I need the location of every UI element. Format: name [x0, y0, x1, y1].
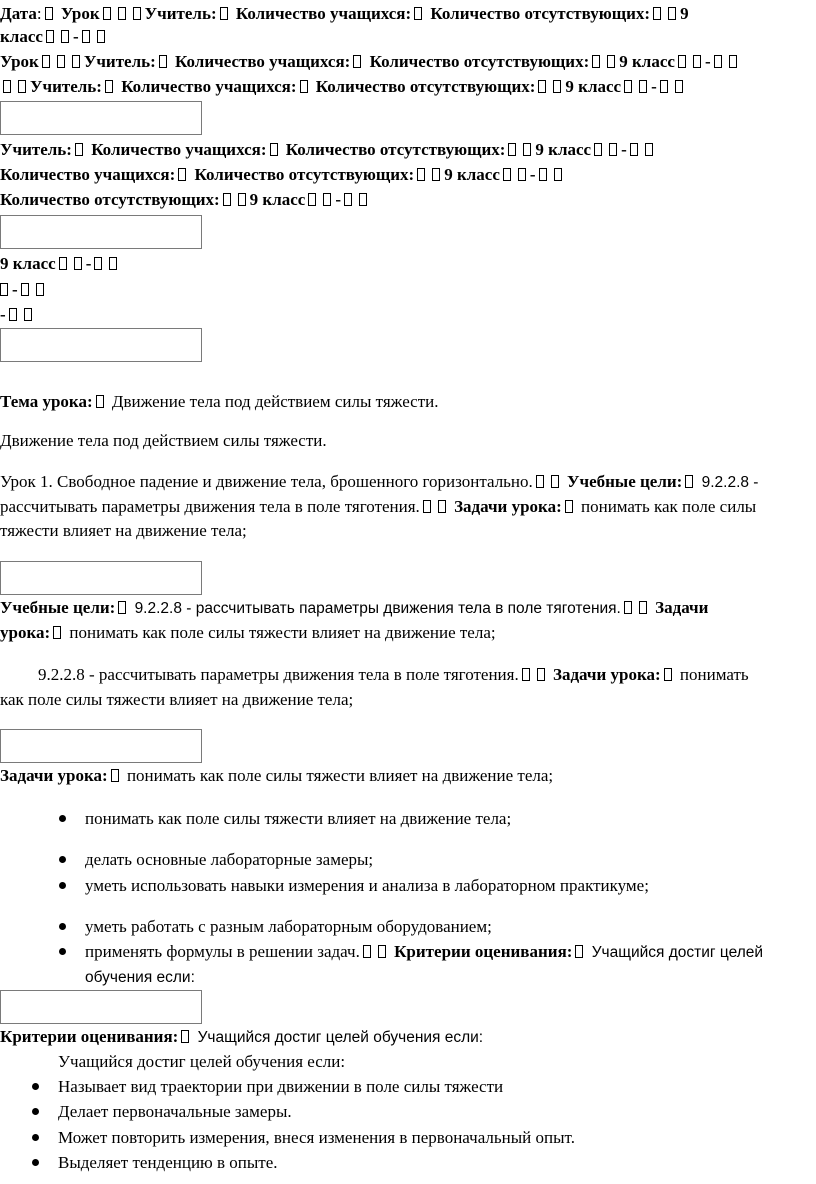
missing-glyph-icon: [522, 668, 530, 681]
absent-count-label: Количество отсутствующих:: [0, 190, 220, 209]
absent-count-label: Количество отсутствующих:: [285, 140, 506, 159]
missing-glyph-icon: [181, 1030, 189, 1043]
list-item: [85, 808, 511, 830]
bullet-icon: [59, 923, 66, 930]
bullet-icon: [32, 1159, 39, 1166]
missing-glyph-icon: [61, 30, 69, 43]
missing-glyph-icon: [624, 601, 632, 614]
list-item: [58, 1076, 503, 1098]
missing-glyph-icon: [536, 475, 544, 488]
topic-label: Тема урока:: [0, 392, 93, 411]
goals-line-1: [0, 597, 708, 620]
dash: -: [529, 165, 536, 184]
missing-glyph-icon: [378, 945, 386, 958]
teacher-label: Учитель:: [83, 52, 156, 71]
students-count-label: Количество учащихся:: [0, 165, 176, 184]
goals-line-2: [0, 622, 496, 644]
missing-glyph-icon: [45, 7, 53, 20]
missing-glyph-icon: [0, 283, 8, 296]
header-line-1: Дата: Урок Учитель: Количество учащихся: Количество отсутствующих: 9: [0, 4, 689, 23]
missing-glyph-icon: [609, 143, 617, 156]
missing-glyph-icon: [46, 30, 54, 43]
missing-glyph-icon: [554, 168, 562, 181]
criteria-item-text: Делает первоначальные замеры.: [58, 1102, 292, 1121]
list-item: [85, 941, 763, 964]
goals-label: Учебные цели:: [0, 598, 116, 617]
dash: -: [651, 77, 657, 96]
grade-label: 9 класс: [0, 254, 56, 273]
missing-glyph-icon: [551, 475, 559, 488]
missing-glyph-icon: [220, 7, 228, 20]
missing-glyph-icon: [675, 80, 683, 93]
dash: -: [85, 254, 92, 273]
missing-glyph-icon: [159, 55, 167, 68]
absent-count-label: Количество отсутствующих:: [315, 77, 536, 96]
task-item-text: понимать как поле силы тяжести влияет на движение тела;: [85, 809, 512, 828]
task-item-text: применять формулы в решении задач.: [85, 942, 360, 961]
missing-glyph-icon: [323, 193, 331, 206]
criteria-item-text: Выделяет тенденцию в опыте.: [58, 1153, 278, 1172]
dash: -: [621, 140, 627, 159]
header-line-5: [0, 139, 657, 161]
grade-label: 9 класс: [565, 77, 622, 96]
text-input-box[interactable]: [0, 215, 202, 249]
text-input-box[interactable]: [0, 101, 202, 135]
header-line-2: [0, 26, 109, 48]
grade-label: 9 класс: [444, 165, 500, 184]
criteria-intro: [58, 1051, 345, 1073]
missing-glyph-icon: [74, 257, 82, 270]
missing-glyph-icon: [714, 55, 722, 68]
missing-glyph-icon: [344, 193, 352, 206]
tasks-label-cont: урока:: [0, 623, 51, 642]
goals-label: Учебные цели:: [567, 472, 683, 491]
teacher-label: Учитель:: [144, 4, 217, 23]
task-item-text: уметь использовать навыки измерения и анализа в лабораторном практикуме;: [85, 876, 649, 895]
task-item-text: уметь работать с разным лабораторным оборудованием;: [85, 917, 492, 936]
grade-label: 9 класс: [249, 190, 306, 209]
header-line-10: [0, 304, 36, 326]
tasks-text-cont: как поле силы тяжести влияет на движение тела;: [0, 690, 354, 709]
missing-glyph-icon: [57, 55, 65, 68]
criteria-label: Критерии оценивания:: [0, 1027, 179, 1046]
missing-glyph-icon: [537, 668, 545, 681]
tasks-text: понимать: [679, 665, 749, 684]
criteria-item-text: Называет вид траектории при движении в поле силы тяжести: [58, 1077, 504, 1096]
missing-glyph-icon: [178, 168, 186, 181]
missing-glyph-icon: [103, 7, 111, 20]
text-input-box[interactable]: [0, 990, 202, 1024]
tasks-text: понимать как поле силы тяжести влияет на движение тела;: [69, 623, 496, 642]
dash: -: [72, 27, 79, 46]
missing-glyph-icon: [53, 626, 61, 639]
students-count-label: Количество учащихся:: [235, 4, 412, 23]
dash: -: [0, 305, 6, 324]
missing-glyph-icon: [42, 55, 50, 68]
missing-glyph-icon: [24, 308, 32, 321]
missing-glyph-icon: [223, 193, 231, 206]
missing-glyph-icon: [518, 168, 526, 181]
dash: -: [12, 280, 18, 299]
missing-glyph-icon: [353, 55, 361, 68]
missing-glyph-icon: [660, 80, 668, 93]
missing-glyph-icon: [118, 601, 126, 614]
bullet-icon: [32, 1083, 39, 1090]
bullet-icon: [32, 1134, 39, 1141]
missing-glyph-icon: [645, 143, 653, 156]
bullet-icon: [59, 882, 66, 889]
missing-glyph-icon: [94, 257, 102, 270]
list-item: [85, 916, 492, 938]
grade-label: 9 класс: [619, 52, 675, 71]
goal-repeat-line-1: [38, 664, 749, 686]
students-count-label: Количество учащихся:: [121, 77, 297, 96]
topic-text: Движение тела под действием силы тяжести.: [111, 392, 439, 411]
tasks-text-cont: тяжести влияет на движение тела;: [0, 521, 247, 540]
missing-glyph-icon: [72, 55, 80, 68]
teacher-label: Учитель:: [30, 77, 102, 96]
missing-glyph-icon: [639, 601, 647, 614]
missing-glyph-icon: [668, 7, 676, 20]
missing-glyph-icon: [685, 475, 693, 488]
missing-glyph-icon: [133, 7, 141, 20]
list-item: [58, 1101, 292, 1123]
missing-glyph-icon: [109, 257, 117, 270]
tasks-label: Задачи урока:: [454, 497, 562, 516]
missing-glyph-icon: [36, 283, 44, 296]
tasks-line: [0, 765, 553, 787]
missing-glyph-icon: [678, 55, 686, 68]
missing-glyph-icon: [105, 80, 113, 93]
absent-count-label: Количество отсутствующих:: [369, 52, 590, 71]
missing-glyph-icon: [630, 143, 638, 156]
lesson-line-3: [0, 520, 247, 542]
grade-label: 9 класс: [535, 140, 592, 159]
goal-code: 9.2.2.8 -: [701, 474, 759, 491]
missing-glyph-icon: [575, 945, 583, 958]
list-item: [85, 849, 373, 871]
lesson-line-2: [0, 496, 756, 518]
header-line-7: [0, 189, 371, 211]
missing-glyph-icon: [82, 30, 90, 43]
missing-glyph-icon: [75, 143, 83, 156]
tasks-text: понимать как поле силы тяжести влияет на движение тела;: [126, 766, 554, 785]
missing-glyph-icon: [18, 80, 26, 93]
criteria-label: Критерии оценивания:: [394, 942, 573, 961]
task-item-text: делать основные лабораторные замеры;: [85, 850, 374, 869]
header-line-9: [0, 279, 48, 301]
missing-glyph-icon: [565, 500, 573, 513]
missing-glyph-icon: [97, 30, 105, 43]
goal-repeat-line-2: [0, 689, 353, 711]
missing-glyph-icon: [639, 80, 647, 93]
list-item: [58, 1127, 575, 1149]
missing-glyph-icon: [96, 395, 104, 408]
missing-glyph-icon: [423, 500, 431, 513]
missing-glyph-icon: [438, 500, 446, 513]
header-line-3: [0, 51, 741, 73]
criteria-text: Учащийся достиг целей: [591, 944, 764, 961]
missing-glyph-icon: [111, 769, 119, 782]
topic-repeat: [0, 430, 327, 452]
goal-text: рассчитывать параметры движения тела в поле тяготения.: [0, 497, 420, 516]
missing-glyph-icon: [414, 7, 422, 20]
missing-glyph-icon: [432, 168, 440, 181]
topic-repeat-text: Движение тела под действием силы тяжести.: [0, 431, 327, 450]
missing-glyph-icon: [664, 668, 672, 681]
missing-glyph-icon: [270, 143, 278, 156]
list-item-cont: [85, 966, 195, 989]
missing-glyph-icon: [21, 283, 29, 296]
text-input-box[interactable]: [0, 328, 202, 362]
dash: -: [704, 52, 711, 71]
text-input-box[interactable]: [0, 729, 202, 763]
missing-glyph-icon: [359, 193, 367, 206]
bullet-icon: [32, 1108, 39, 1115]
lesson-label: Урок: [0, 52, 39, 71]
students-count-label: Количество учащихся:: [91, 140, 267, 159]
teacher-label: Учитель:: [0, 140, 72, 159]
students-count-label: Количество учащихся:: [175, 52, 351, 71]
tasks-label: Задачи урока:: [0, 766, 108, 785]
missing-glyph-icon: [693, 55, 701, 68]
missing-glyph-icon: [417, 168, 425, 181]
missing-glyph-icon: [624, 80, 632, 93]
list-item: [85, 875, 649, 897]
date-label: Дата: [0, 4, 37, 23]
missing-glyph-icon: [59, 257, 67, 270]
header-line-8: [0, 253, 121, 275]
header-line-4: [0, 76, 687, 98]
text-input-box[interactable]: [0, 561, 202, 595]
tasks-text: понимать как поле силы: [581, 497, 757, 516]
missing-glyph-icon: [592, 55, 600, 68]
missing-glyph-icon: [300, 80, 308, 93]
missing-glyph-icon: [523, 143, 531, 156]
grade-fragment: 9: [680, 4, 689, 23]
topic-line: [0, 391, 438, 413]
dash: -: [335, 190, 342, 209]
missing-glyph-icon: [607, 55, 615, 68]
goal-text: 9.2.2.8 - рассчитывать параметры движения тела в поле тяготения.: [134, 600, 621, 617]
bullet-icon: [59, 815, 66, 822]
missing-glyph-icon: [118, 7, 126, 20]
bullet-icon: [59, 948, 66, 955]
missing-glyph-icon: [594, 143, 602, 156]
missing-glyph-icon: [538, 80, 546, 93]
missing-glyph-icon: [9, 308, 17, 321]
criteria-line: [0, 1026, 483, 1049]
tasks-label: Задачи урока:: [552, 665, 661, 684]
missing-glyph-icon: [729, 55, 737, 68]
grade-label: класс: [0, 27, 43, 46]
list-item: [58, 1152, 278, 1174]
lesson-title: Урок 1. Свободное падение и движение тела, брошенного горизонтально.: [0, 472, 533, 491]
missing-glyph-icon: [539, 168, 547, 181]
tasks-label: Задачи: [655, 598, 709, 617]
missing-glyph-icon: [653, 7, 661, 20]
absent-count-label: Количество отсутствующих:: [430, 4, 651, 23]
goal-text: 9.2.2.8 - рассчитывать параметры движения тела в поле тяготения.: [38, 665, 519, 684]
bullet-icon: [59, 856, 66, 863]
missing-glyph-icon: [363, 945, 371, 958]
criteria-intro-text: Учащийся достиг целей обучения если:: [58, 1052, 346, 1071]
lesson-line-1: [0, 471, 758, 494]
header-line-6: [0, 164, 566, 186]
missing-glyph-icon: [3, 80, 11, 93]
missing-glyph-icon: [238, 193, 246, 206]
missing-glyph-icon: [308, 193, 316, 206]
missing-glyph-icon: [503, 168, 511, 181]
missing-glyph-icon: [508, 143, 516, 156]
criteria-item-text: Может повторить измерения, внеся изменения в первоначальный опыт.: [58, 1128, 575, 1147]
missing-glyph-icon: [553, 80, 561, 93]
lesson-label: Урок: [60, 4, 100, 23]
absent-count-label: Количество отсутствующих:: [194, 165, 415, 184]
criteria-text: Учащийся достиг целей обучения если:: [197, 1029, 484, 1046]
criteria-text-cont: обучения если:: [85, 969, 195, 986]
